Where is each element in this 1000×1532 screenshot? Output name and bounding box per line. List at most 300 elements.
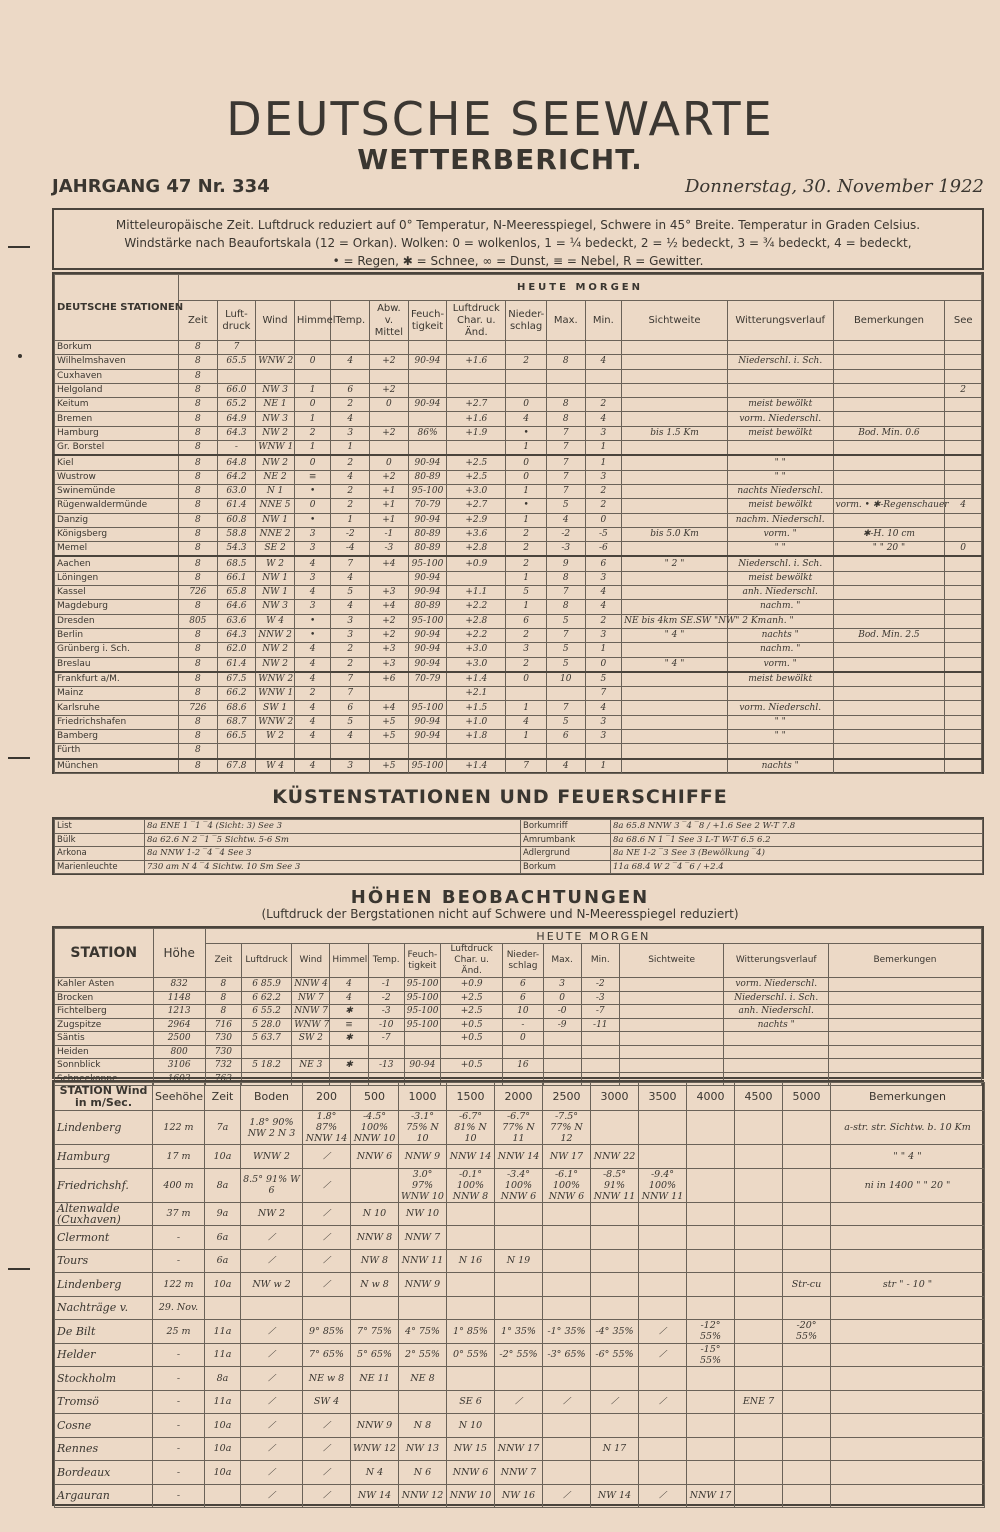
cell: 8 xyxy=(179,513,218,527)
cell xyxy=(833,730,945,744)
station-row xyxy=(55,744,982,759)
cell: 9° 85% xyxy=(303,1320,351,1344)
cell: SE 2 xyxy=(256,542,295,557)
cell: 66.2 xyxy=(217,687,256,701)
cell: 8 xyxy=(179,600,218,614)
cell: 4 xyxy=(330,991,368,1005)
cell: 11a xyxy=(205,1343,241,1367)
cell: ⟋ xyxy=(303,1202,351,1226)
cell: 2° 55% xyxy=(399,1343,447,1367)
cell xyxy=(622,730,728,744)
cell: 10a xyxy=(205,1461,241,1485)
cell: 1.8° 87% NNW 14 xyxy=(303,1111,351,1145)
cell: 2 xyxy=(585,499,622,513)
cell xyxy=(833,341,945,355)
cell xyxy=(447,383,506,397)
cell: 4 xyxy=(585,701,622,715)
cell: WNW 1 xyxy=(256,687,295,701)
cell xyxy=(945,672,982,687)
page-subtitle: WETTERBERICHT. xyxy=(357,143,643,176)
mountain-station-name: Fichtelberg xyxy=(55,1005,154,1019)
cell: 3 xyxy=(585,426,622,440)
coastal-row xyxy=(55,833,983,847)
cell xyxy=(945,426,982,440)
aero-station-name: De Bilt xyxy=(55,1320,153,1344)
cell: Bod. Min. 2.5 xyxy=(833,628,945,642)
cell: 67.8 xyxy=(217,759,256,774)
cell xyxy=(622,687,728,701)
cell: ⟋ xyxy=(639,1343,687,1367)
cell xyxy=(495,1414,543,1438)
aero-station-name: Lindenberg xyxy=(55,1111,153,1145)
cell xyxy=(783,1202,831,1226)
station-name: Bremen xyxy=(55,412,179,426)
cell: anh. Niederschl. xyxy=(724,1005,829,1019)
cell: ⟋ xyxy=(543,1390,591,1414)
cell: 95-100 xyxy=(408,701,447,715)
cell: 7 xyxy=(331,672,370,687)
cell: 80-89 xyxy=(408,542,447,557)
cell: 8 xyxy=(179,657,218,672)
cell xyxy=(831,1437,985,1461)
margin-mark xyxy=(8,1268,30,1270)
cell: 62.0 xyxy=(217,643,256,657)
cell: 1 xyxy=(331,513,370,527)
cell xyxy=(639,1414,687,1438)
cell: 7 xyxy=(217,341,256,355)
cell: 7 xyxy=(546,484,585,498)
aero-row xyxy=(55,1202,985,1226)
legend-line: • = Regen, ✱ = Schnee, ∞ = Dunst, ≡ = Nebel, R = Gewitter. xyxy=(332,254,704,268)
cell: NW 13 xyxy=(399,1437,447,1461)
cell: +3.0 xyxy=(447,657,506,672)
cell: 1 xyxy=(506,600,547,614)
cell: +0.5 xyxy=(440,1032,502,1046)
cell xyxy=(945,355,982,369)
cell xyxy=(368,1045,404,1059)
cell xyxy=(330,1045,368,1059)
cell xyxy=(506,744,547,759)
cell: 6 xyxy=(506,614,547,628)
cell: ⟋ xyxy=(241,1390,303,1414)
cell: -2 xyxy=(368,991,404,1005)
cell xyxy=(687,1367,735,1391)
mountain-column-min: Min. xyxy=(581,944,619,978)
cell xyxy=(833,672,945,687)
cell: 0 xyxy=(585,657,622,672)
cell: 64.9 xyxy=(217,412,256,426)
cell xyxy=(639,1111,687,1145)
cell xyxy=(945,527,982,541)
cell xyxy=(447,744,506,759)
cell xyxy=(687,1461,735,1485)
column-header-abw-v-mittel: Abw. v. Mittel xyxy=(370,301,409,341)
cell: 4 xyxy=(585,355,622,369)
cell: +2.7 xyxy=(447,398,506,412)
station-row xyxy=(55,643,982,657)
cell: ✱ xyxy=(330,1032,368,1046)
aero-row xyxy=(55,1461,985,1485)
cell: 7a xyxy=(205,1111,241,1145)
coastal-obs: 8a 62.6 N 2 ‾1 ‾5 Sichtw. 5-6 Sm xyxy=(145,833,521,847)
cell: -10 xyxy=(368,1018,404,1032)
cell: 122 m xyxy=(153,1273,205,1297)
aero-station-name: Tours xyxy=(55,1249,153,1273)
cell: -6.7° 81% N 10 xyxy=(447,1111,495,1145)
cell: 8 xyxy=(179,383,218,397)
cell xyxy=(727,744,833,759)
cell: 2 xyxy=(506,542,547,557)
cell xyxy=(833,643,945,657)
cell: vorm. Niederschl. xyxy=(724,978,829,992)
cell: meist bewölkt xyxy=(727,398,833,412)
cell: -12° 55% xyxy=(687,1320,735,1344)
cell: 11a xyxy=(205,1320,241,1344)
station-name: Danzig xyxy=(55,513,179,527)
cell xyxy=(546,341,585,355)
cell: NW 2 xyxy=(256,455,295,470)
cell xyxy=(543,1059,581,1073)
cell: NW 2 xyxy=(241,1202,303,1226)
cell: ⟋ xyxy=(495,1390,543,1414)
coastal-obs: 8a 65.8 NNW 3 ‾4 ‾8 / +1.6 See 2 W-T 7.8 xyxy=(611,820,983,834)
column-header-wind: Wind xyxy=(256,301,295,341)
cell xyxy=(945,586,982,600)
cell: -9 xyxy=(543,1018,581,1032)
cell: NNW 12 xyxy=(399,1484,447,1508)
cell: 3 xyxy=(585,730,622,744)
column-header-nieder-schlag: Nieder-schlag xyxy=(506,301,547,341)
cell: +4 xyxy=(370,701,409,715)
cell: nachts Niederschl. xyxy=(727,484,833,498)
cell: 1° 85% xyxy=(447,1320,495,1344)
cell xyxy=(833,369,945,383)
station-row xyxy=(55,715,982,729)
cell xyxy=(591,1111,639,1145)
mountain-column-wind: Wind xyxy=(292,944,330,978)
cell xyxy=(833,470,945,484)
station-name: Rügenwaldermünde xyxy=(55,499,179,513)
cell: 8 xyxy=(179,398,218,412)
cell xyxy=(831,1226,985,1250)
station-name: Cuxhaven xyxy=(55,369,179,383)
cell: 90-94 xyxy=(408,643,447,657)
cell xyxy=(945,730,982,744)
aero-column-4500: 4500 xyxy=(735,1083,783,1111)
aero-row xyxy=(55,1320,985,1344)
cell: SE 6 xyxy=(447,1390,495,1414)
cell xyxy=(735,1414,783,1438)
cell: 64.6 xyxy=(217,600,256,614)
cell xyxy=(503,1045,543,1059)
cell xyxy=(783,1437,831,1461)
cell xyxy=(945,484,982,498)
cell: +2.7 xyxy=(447,499,506,513)
cell: 10a xyxy=(205,1273,241,1297)
cell xyxy=(639,1437,687,1461)
cell: 4 xyxy=(506,412,547,426)
station-name: München xyxy=(55,759,179,774)
cell: 1 xyxy=(294,412,331,426)
cell: 7 xyxy=(585,687,622,701)
cell xyxy=(585,383,622,397)
cell: +2.8 xyxy=(447,614,506,628)
cell xyxy=(735,1249,783,1273)
cell: nachm. " xyxy=(727,600,833,614)
mountain-row xyxy=(55,1059,982,1073)
cell: ≡ xyxy=(330,1018,368,1032)
cell: 10 xyxy=(546,672,585,687)
station-row xyxy=(55,687,982,701)
cell: WNW 7 xyxy=(292,1018,330,1032)
cell xyxy=(945,398,982,412)
aero-column-1000: 1000 xyxy=(399,1083,447,1111)
cell xyxy=(585,369,622,383)
cell: +2 xyxy=(370,383,409,397)
cell: 11a xyxy=(205,1390,241,1414)
cell: NNW 17 xyxy=(687,1484,735,1508)
margin-mark xyxy=(8,246,30,248)
cell: vorm. " xyxy=(727,657,833,672)
aero-station-name: Helder xyxy=(55,1343,153,1367)
cell: -0.1° 100% NNW 8 xyxy=(447,1168,495,1202)
cell: 7 xyxy=(331,556,370,571)
cell: 7 xyxy=(546,441,585,456)
cell: 66.0 xyxy=(217,383,256,397)
cell: -6 xyxy=(585,542,622,557)
cell: -2° 55% xyxy=(495,1343,543,1367)
cell xyxy=(622,499,728,513)
cell: 66.1 xyxy=(217,571,256,585)
station-name: Kassel xyxy=(55,586,179,600)
cell xyxy=(727,441,833,456)
cell xyxy=(543,1202,591,1226)
station-row xyxy=(55,484,982,498)
aerological-table xyxy=(52,1080,984,1506)
cell: WNW 12 xyxy=(351,1437,399,1461)
issue-number: JAHRGANG 47 Nr. 334 xyxy=(52,176,270,197)
legend-box xyxy=(52,208,984,270)
cell xyxy=(370,571,409,585)
cell: " " 20 " xyxy=(833,542,945,557)
station-name: Fürth xyxy=(55,744,179,759)
cell: 0° 55% xyxy=(447,1343,495,1367)
cell xyxy=(546,687,585,701)
cell xyxy=(622,355,728,369)
cell: 8 xyxy=(179,571,218,585)
cell: 8 xyxy=(179,687,218,701)
cell: 95-100 xyxy=(408,556,447,571)
cell: 1 xyxy=(506,701,547,715)
cell xyxy=(687,1111,735,1145)
cell xyxy=(783,1343,831,1367)
cell: NW 16 xyxy=(495,1484,543,1508)
aero-row xyxy=(55,1343,985,1367)
coastal-obs: 730 am N 4 ‾4 Sichtw. 10 Sm See 3 xyxy=(145,860,521,874)
cell: 726 xyxy=(179,701,218,715)
cell xyxy=(724,1059,829,1073)
cell xyxy=(292,1045,330,1059)
cell: +1.4 xyxy=(447,672,506,687)
station-name: Karlsruhe xyxy=(55,701,179,715)
aero-column-bemerkungen: Bemerkungen xyxy=(831,1083,985,1111)
cell: NW w 2 xyxy=(241,1273,303,1297)
aero-row xyxy=(55,1249,985,1273)
cell: 6 xyxy=(331,383,370,397)
cell xyxy=(828,1045,981,1059)
cell xyxy=(833,513,945,527)
cell: 8a xyxy=(205,1168,241,1202)
cell: 8 xyxy=(546,398,585,412)
cell xyxy=(440,1045,502,1059)
mountain-row xyxy=(55,991,982,1005)
coastal-obs: 8a NNW 1-2 ‾4 ‾4 See 3 xyxy=(145,847,521,861)
cell: -3 xyxy=(581,991,619,1005)
cell: ⟋ xyxy=(241,1367,303,1391)
cell: 3 xyxy=(294,542,331,557)
cell xyxy=(639,1367,687,1391)
cell xyxy=(727,341,833,355)
station-row xyxy=(55,628,982,642)
aero-station-name: Argauran xyxy=(55,1484,153,1508)
cell: -4° 35% xyxy=(591,1320,639,1344)
cell: +2 xyxy=(370,470,409,484)
cell: 5 63.7 xyxy=(241,1032,291,1046)
cell: 732 xyxy=(205,1059,241,1073)
aero-station-name: Rennes xyxy=(55,1437,153,1461)
cell xyxy=(622,701,728,715)
cell xyxy=(727,383,833,397)
cell: NW 2 xyxy=(256,643,295,657)
cell xyxy=(735,1367,783,1391)
cell: bis 1.5 Km xyxy=(622,426,728,440)
cell: vorm. Niederschl. xyxy=(727,412,833,426)
cell: - xyxy=(153,1249,205,1273)
cell: 5 xyxy=(331,586,370,600)
aero-row xyxy=(55,1111,985,1145)
cell: " " xyxy=(727,455,833,470)
cell xyxy=(833,701,945,715)
cell xyxy=(622,455,728,470)
cell: NW 3 xyxy=(256,412,295,426)
cell: +2 xyxy=(370,426,409,440)
cell: 8 xyxy=(546,600,585,614)
cell: ≡ xyxy=(294,470,331,484)
cell xyxy=(945,628,982,642)
cell: 2 xyxy=(331,643,370,657)
cell xyxy=(447,571,506,585)
aero-row xyxy=(55,1484,985,1508)
cell: NW 2 xyxy=(256,426,295,440)
cell: 5 xyxy=(546,643,585,657)
cell: 1 xyxy=(294,383,331,397)
cell xyxy=(833,412,945,426)
cell: a-str. str. Sichtw. b. 10 Km xyxy=(831,1111,985,1145)
cell: +2.5 xyxy=(440,991,502,1005)
cell: N 6 xyxy=(399,1461,447,1485)
cell: 67.5 xyxy=(217,672,256,687)
cell: " " xyxy=(727,470,833,484)
cell: " 4 " xyxy=(622,628,728,642)
cell: -1 xyxy=(368,978,404,992)
cell: 7 xyxy=(546,586,585,600)
cell xyxy=(833,600,945,614)
cell: N 10 xyxy=(447,1414,495,1438)
station-name: Borkum xyxy=(55,341,179,355)
cell: 80-89 xyxy=(408,470,447,484)
cell: N 4 xyxy=(351,1461,399,1485)
cell xyxy=(831,1484,985,1508)
mountain-heute-header: HEUTE MORGEN xyxy=(205,929,981,944)
cell: 8 xyxy=(179,730,218,744)
cell: -3° 65% xyxy=(543,1343,591,1367)
cell xyxy=(591,1367,639,1391)
coastal-station: Adlergrund xyxy=(521,847,611,861)
mountain-height-header: Höhe xyxy=(153,929,205,978)
station-name: Mainz xyxy=(55,687,179,701)
cell: - xyxy=(153,1367,205,1391)
cell xyxy=(831,1414,985,1438)
cell xyxy=(945,513,982,527)
cell: ✱-H. 10 cm xyxy=(833,527,945,541)
cell xyxy=(727,369,833,383)
cell: 4 xyxy=(294,730,331,744)
cell xyxy=(591,1273,639,1297)
station-name: Dresden xyxy=(55,614,179,628)
cell xyxy=(783,1249,831,1273)
cell: N 19 xyxy=(495,1249,543,1273)
cell xyxy=(622,643,728,657)
column-header-luft-druck: Luft-druck xyxy=(217,301,256,341)
cell xyxy=(828,1005,981,1019)
cell: 5 xyxy=(546,657,585,672)
cell xyxy=(205,1296,241,1320)
cell: 8 xyxy=(179,643,218,657)
cell xyxy=(303,1296,351,1320)
cell xyxy=(294,744,331,759)
aero-column-3500: 3500 xyxy=(639,1083,687,1111)
cell: 3 xyxy=(294,527,331,541)
cell xyxy=(833,657,945,672)
cell: NW 17 xyxy=(543,1145,591,1169)
cell: 4 xyxy=(546,513,585,527)
cell xyxy=(351,1390,399,1414)
cell: - xyxy=(217,441,256,456)
cell: ⟋ xyxy=(303,1437,351,1461)
cell: 64.3 xyxy=(217,426,256,440)
cell xyxy=(399,1296,447,1320)
cell xyxy=(447,1273,495,1297)
column-header-luftdruck-char-u-nd: Luftdruck Char. u. Änd. xyxy=(447,301,506,341)
cell xyxy=(783,1145,831,1169)
cell: 95-100 xyxy=(404,978,440,992)
cell: NW 3 xyxy=(256,383,295,397)
cell: str " - 10 " xyxy=(831,1273,985,1297)
cell xyxy=(447,369,506,383)
cell: -20° 55% xyxy=(783,1320,831,1344)
cell: 1 xyxy=(585,441,622,456)
cell xyxy=(256,369,295,383)
station-row xyxy=(55,614,982,628)
cell xyxy=(724,1045,829,1059)
aero-column-4000: 4000 xyxy=(687,1083,735,1111)
cell: +2.5 xyxy=(440,1005,502,1019)
cell: 1 xyxy=(506,484,547,498)
cell: 3106 xyxy=(153,1059,205,1073)
station-name: Swinemünde xyxy=(55,484,179,498)
cell xyxy=(828,1018,981,1032)
cell: 1 xyxy=(585,759,622,774)
